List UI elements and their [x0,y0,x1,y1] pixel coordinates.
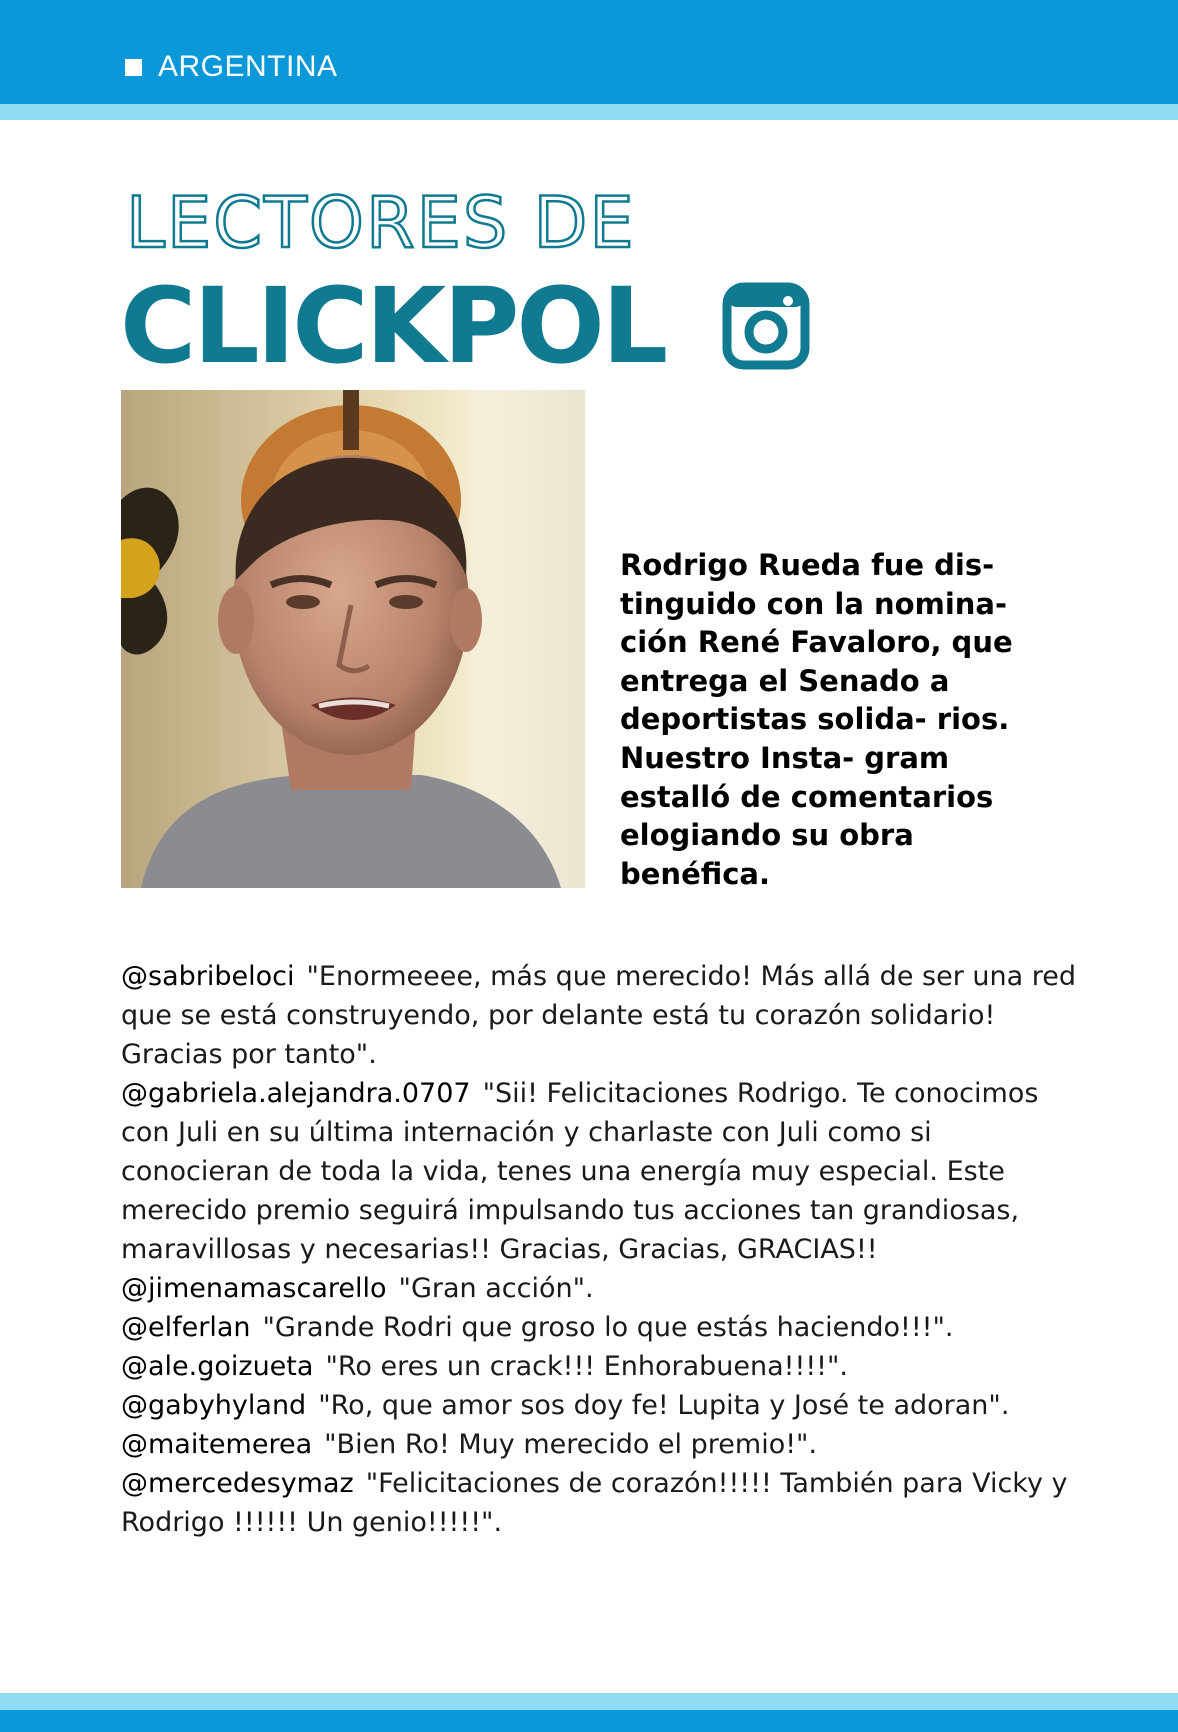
instagram-icon [722,282,810,370]
comments-list [121,957,1081,1542]
title-line-2: CLICKPOL [120,265,666,387]
header-stripe [0,104,1178,120]
comment [121,1074,1081,1269]
footer-stripe [0,1693,1178,1710]
section-label [125,50,338,84]
comment-text: "Sii! Felicitaciones Rodrigo. Te conocimos con Juli en su última internación y charlaste con Juli como si conocieran de toda la vida, tenes una energía muy especial. Este merecido premio seguirá impulsando tus acciones tan grandiosas, maravillosas y necesarias!! Gracias, Gracias, GRACIAS!! [121,1078,1039,1265]
comment [121,1308,1081,1347]
comment [121,1425,1081,1464]
comment-text: "Ro eres un crack!!! Enhorabuena!!!!". [325,1351,848,1382]
square-icon [125,59,142,76]
comment-text: "Gran acción". [398,1273,594,1304]
comment [121,1386,1081,1425]
comment [121,1269,1081,1308]
comment-text: "Ro, que amor sos doy fe! Lupita y José te adoran". [318,1390,1010,1421]
photo-of-rodrigo-rueda [121,390,585,888]
comment-handle[interactable]: @ale.goizueta [121,1351,314,1382]
comment-handle[interactable]: @jimenamascarello [121,1273,387,1304]
lead-paragraph: Rodrigo Rueda fue dis- tinguido con la nomina- ción René Favaloro, que entrega el Senado a deportistas solida- rios. Nuestro Insta- gram estalló de comentarios elogiando su obra benéfica. [620,548,1013,891]
comment-handle[interactable]: @sabribeloci [121,961,295,992]
comment-handle[interactable]: @gabyhyland [121,1390,307,1421]
comment [121,1464,1081,1542]
title-line-1: LECTORES DE [126,182,636,264]
comment-handle[interactable]: @elferlan [121,1312,251,1343]
comment-text: "Enormeeee, más que merecido! Más allá de ser una red que se está construyendo, por delante está tu corazón solidario! Gracias por tanto". [121,961,1076,1070]
section-name: ARGENTINA [158,50,338,83]
comment-text: "Grande Rodri que groso lo que estás haciendo!!!". [262,1312,954,1343]
comment-handle[interactable]: @gabriela.alejandra.0707 [121,1078,471,1109]
comment [121,1347,1081,1386]
comment-handle[interactable]: @mercedesymaz [121,1468,354,1499]
comment [121,957,1081,1074]
footer-bar [0,1710,1178,1732]
comment-handle[interactable]: @maitemerea [121,1429,313,1460]
comment-text: "Felicitaciones de corazón!!!!! También para Vicky y Rodrigo !!!!!! Un genio!!!!!". [121,1468,1068,1538]
comment-text: "Bien Ro! Muy merecido el premio!". [324,1429,818,1460]
